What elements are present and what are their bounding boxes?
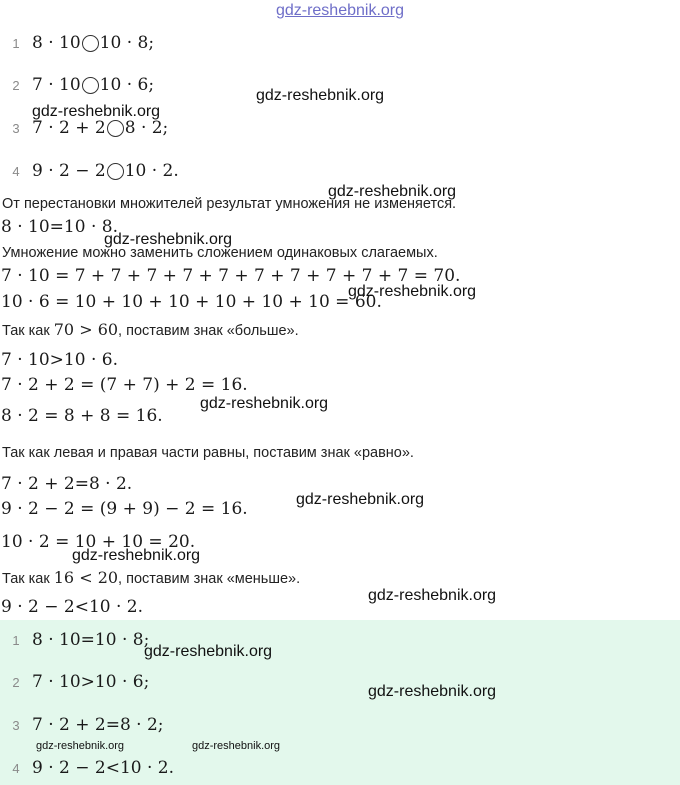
task-right-expr: 10 · 6; [99, 75, 155, 95]
solution-text-2: Умножение можно заменить сложением одинаковых слагаемых. [2, 245, 438, 261]
solution-text-4: Так как левая и правая части равны, поставим знак «равно». [2, 445, 414, 461]
task-left-expr: 7 · 10 [32, 75, 81, 95]
task-number: 3 [12, 120, 20, 136]
inline-math: 16 < 20 [53, 568, 119, 587]
watermark: gdz-reshebnik.org [72, 547, 201, 564]
task-number: 4 [12, 163, 20, 179]
solution-eq-4: 7 · 10>10 · 6. [1, 350, 118, 370]
solution-eq-10: 9 · 2 − 2<10 · 2. [1, 597, 144, 617]
answer-expr: 7 · 10>10 · 6; [32, 672, 150, 692]
watermark: gdz-reshebnik.org [368, 587, 497, 604]
task-left-expr: 8 · 10 [32, 33, 81, 53]
answer-block [0, 620, 680, 785]
task-number: 2 [12, 77, 20, 93]
task-item-1 [0, 30, 154, 56]
task-right-expr: 10 · 2. [124, 161, 179, 181]
watermark: gdz-reshebnik.org [256, 87, 385, 104]
text-part: Так как [2, 571, 54, 587]
answer-number: 1 [12, 632, 20, 648]
task-left-expr: 9 · 2 − 2 [32, 161, 106, 181]
answer-item-1 [0, 627, 149, 653]
watermark: gdz-reshebnik.org [32, 103, 161, 120]
answer-item-2 [0, 669, 149, 695]
solution-text-3 [2, 320, 299, 339]
text-part: , поставим знак «больше». [118, 323, 299, 339]
text-part: , поставим знак «меньше». [118, 571, 301, 587]
task-number: 1 [12, 35, 20, 51]
watermark: gdz-reshebnik.org [328, 183, 457, 200]
comparison-circle-icon[interactable] [107, 163, 124, 180]
text-part: Так как [2, 323, 54, 339]
comparison-circle-icon[interactable] [82, 35, 99, 52]
solution-eq-1: 8 · 10=10 · 8. [1, 217, 118, 237]
solution-eq-3: 10 · 6 = 10 + 10 + 10 + 10 + 10 + 10 = 60. [1, 292, 382, 312]
solution-text-5 [2, 568, 300, 587]
watermark: gdz-reshebnik.org [144, 643, 273, 660]
task-left-expr: 7 · 2 + 2 [32, 118, 106, 138]
watermark: gdz-reshebnik.org [368, 683, 497, 700]
watermark: gdz-reshebnik.org [296, 491, 425, 508]
solution-eq-9: 10 · 2 = 10 + 10 = 20. [1, 532, 196, 552]
answer-number: 2 [12, 674, 20, 690]
watermark: gdz-reshebnik.org [104, 231, 233, 248]
task-right-expr: 8 · 2; [124, 118, 169, 138]
solution-eq-8: 9 · 2 − 2 = (9 + 9) − 2 = 16. [1, 499, 248, 519]
answer-number: 3 [12, 717, 20, 733]
solution-eq-2: 7 · 10 = 7 + 7 + 7 + 7 + 7 + 7 + 7 + 7 + 7 + 7 = 70. [1, 266, 461, 286]
solution-eq-7: 7 · 2 + 2=8 · 2. [1, 474, 133, 494]
solution-eq-6: 8 · 2 = 8 + 8 = 16. [1, 406, 163, 426]
comparison-circle-icon[interactable] [82, 77, 99, 94]
answer-item-4 [0, 755, 174, 781]
header-watermark-link[interactable]: gdz-reshebnik.org [275, 2, 405, 19]
watermark: gdz-reshebnik.org [36, 740, 125, 752]
task-item-4 [0, 158, 179, 184]
answer-expr: 9 · 2 − 2<10 · 2. [32, 758, 175, 778]
comparison-circle-icon[interactable] [107, 120, 124, 137]
task-item-2 [0, 72, 154, 98]
watermark: gdz-reshebnik.org [200, 395, 329, 412]
solution-text-1: От перестановки множителей результат умножения не изменяется. [2, 196, 457, 212]
answer-number: 4 [12, 760, 20, 776]
watermark: gdz-reshebnik.org [192, 740, 281, 752]
watermark: gdz-reshebnik.org [348, 283, 477, 300]
answer-item-3 [0, 712, 164, 738]
answer-expr: 7 · 2 + 2=8 · 2; [32, 715, 164, 735]
inline-math: 70 > 60 [53, 320, 119, 339]
answer-expr: 8 · 10=10 · 8; [32, 630, 150, 650]
task-right-expr: 10 · 8; [99, 33, 155, 53]
solution-eq-5: 7 · 2 + 2 = (7 + 7) + 2 = 16. [1, 375, 248, 395]
